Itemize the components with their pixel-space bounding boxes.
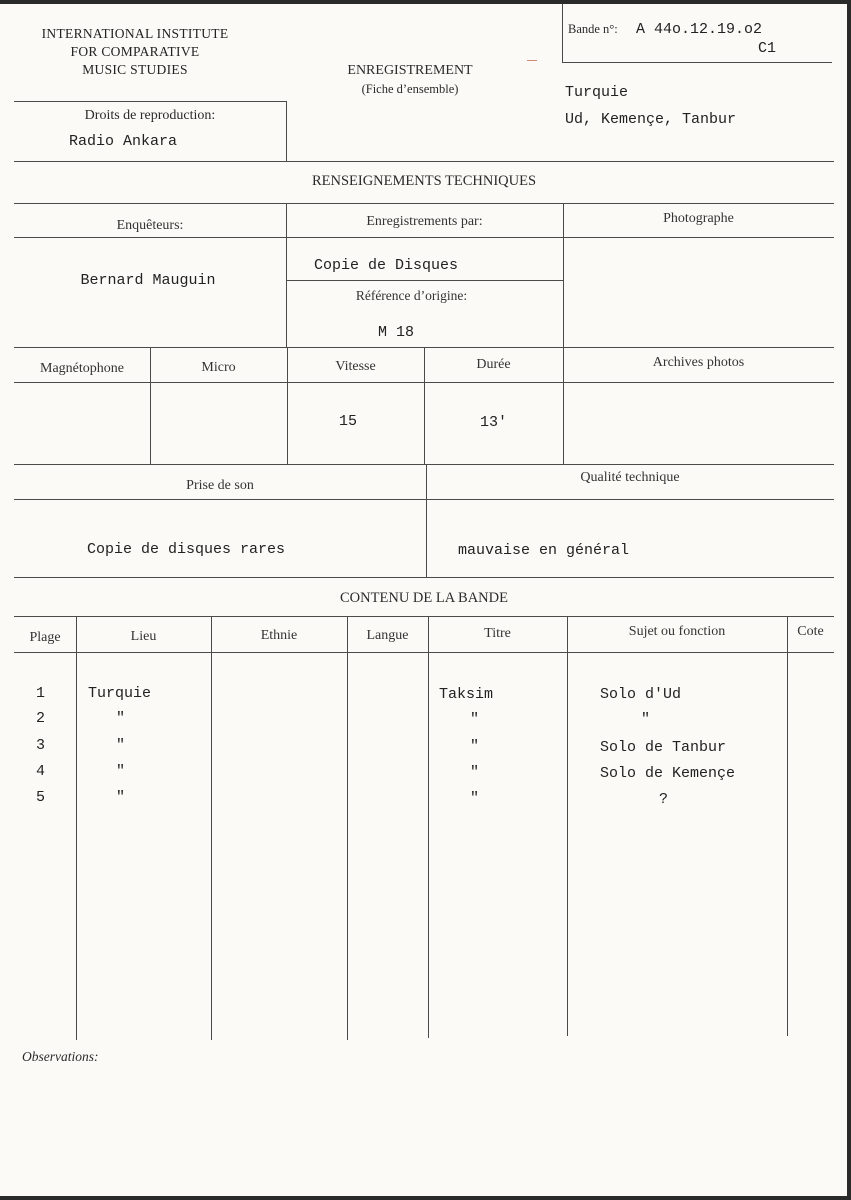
prise-bottom: [14, 577, 834, 578]
bande-box-bottom-border: [562, 62, 832, 63]
reference-value: M 18: [378, 324, 415, 341]
contenu-col5: [567, 616, 568, 1036]
col-header-cote: Cote: [797, 624, 824, 639]
tech-row2-bottom: [14, 464, 834, 465]
recording-form-sheet: [0, 4, 847, 1196]
contenu-col4: [428, 616, 429, 1038]
enregistrements-sub-rule: [287, 280, 563, 281]
row-lieu: ": [116, 737, 126, 754]
row-lieu: ": [116, 710, 126, 727]
row-sujet: Solo de Kemençe: [600, 765, 736, 782]
section-title-technique: RENSEIGNEMENTS TECHNIQUES: [311, 173, 537, 189]
col-header-langue: Langue: [366, 628, 409, 643]
row-plage: 1: [36, 685, 46, 702]
droits-right-border: [286, 101, 287, 161]
enregistrements-value: Copie de Disques: [313, 257, 459, 274]
droits-value: Radio Ankara: [69, 133, 178, 150]
row-lieu: Turquie: [88, 685, 152, 702]
contenu-top: [14, 616, 834, 617]
contenu-col1: [76, 616, 77, 1040]
form-title: ENREGISTREMENT: [347, 63, 473, 78]
photographe-label: Photographe: [663, 211, 734, 226]
instruments-value: Ud, Kemençe, Tanbur: [565, 111, 737, 128]
row-plage: 5: [36, 789, 46, 806]
contenu-col2: [211, 616, 212, 1040]
row-sujet: ": [641, 711, 651, 728]
row-titre: ": [470, 790, 480, 807]
row-plage: 4: [36, 763, 46, 780]
row-sujet: ?: [659, 791, 669, 808]
row-plage: 3: [36, 737, 46, 754]
row-sujet: Solo de Tanbur: [600, 739, 727, 756]
row-plage: 2: [36, 710, 46, 727]
col-header-lieu: Lieu: [130, 629, 157, 644]
section-title-contenu: CONTENU DE LA BANDE: [340, 590, 508, 606]
header-bottom-rule: [14, 161, 834, 162]
prise-de-son-label: Prise de son: [186, 478, 254, 493]
row-titre: Taksim: [439, 686, 494, 703]
country-value: Turquie: [565, 84, 629, 101]
col-header-sujet: Sujet ou fonction: [628, 624, 726, 639]
vitesse-value: 15: [339, 413, 358, 430]
reference-label: Référence d’origine:: [355, 288, 468, 303]
institute-name-line1: INTERNATIONAL INSTITUTE: [41, 26, 229, 41]
qualite-technique-value: mauvaise en général: [458, 542, 630, 559]
row-titre: ": [470, 711, 480, 728]
droits-top-border: [14, 101, 286, 102]
row-sujet: Solo d'Ud: [600, 686, 682, 703]
row-titre: ": [470, 764, 480, 781]
bande-number: A 44o.12.19.o2: [636, 21, 763, 38]
enregistrements-label: Enregistrements par:: [366, 214, 483, 229]
tech-grid-top: [14, 203, 834, 204]
col-header-titre: Titre: [484, 626, 511, 641]
duree-label: Durée: [476, 357, 511, 372]
bande-sub-number: C1: [758, 40, 777, 57]
vitesse-label: Vitesse: [335, 359, 376, 374]
row-lieu: ": [116, 789, 126, 806]
bande-label: Bande n°:: [568, 22, 618, 36]
institute-name-line2: FOR COMPARATIVE: [70, 44, 200, 59]
institute-name-line3: MUSIC STUDIES: [82, 62, 188, 77]
micro-label: Micro: [201, 360, 236, 375]
observations-label: Observations:: [22, 1049, 99, 1064]
droits-label: Droits de reproduction:: [84, 108, 216, 123]
enqueteurs-value: Bernard Mauguin: [80, 272, 216, 289]
contenu-col3: [347, 616, 348, 1040]
red-mark: [527, 60, 537, 61]
enqueteurs-label: Enquêteurs:: [116, 218, 184, 233]
row-titre: ": [470, 738, 480, 755]
bande-box-left-border: [562, 4, 563, 62]
form-subtitle: (Fiche d’ensemble): [361, 82, 459, 96]
duree-value: 13': [480, 414, 508, 431]
contenu-header-bottom: [14, 652, 834, 653]
tech-grid-header-bottom: [14, 237, 834, 238]
row-lieu: ": [116, 763, 126, 780]
qualite-technique-label: Qualité technique: [580, 470, 680, 485]
archives-photos-label: Archives photos: [652, 355, 745, 370]
col-header-ethnie: Ethnie: [260, 628, 298, 643]
magnetophone-label: Magnétophone: [40, 361, 124, 376]
contenu-col6: [787, 616, 788, 1036]
prise-de-son-value: Copie de disques rares: [87, 541, 286, 558]
prise-header-bottom: [14, 499, 834, 500]
col-header-plage: Plage: [29, 630, 61, 645]
